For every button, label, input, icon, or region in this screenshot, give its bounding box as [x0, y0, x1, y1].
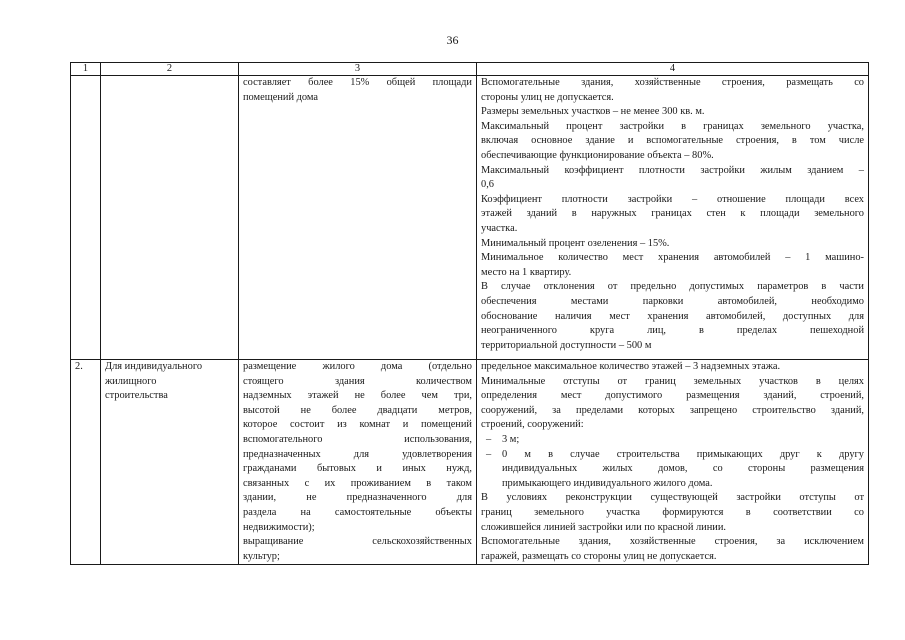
text-line: надземных этажей не более чем три, — [243, 390, 472, 402]
text-line: 0 м в случае строительства примыкающих друг к другу — [502, 448, 864, 460]
text-line: обеспечения местами парковки автомобилей, необходимо — [481, 295, 864, 307]
text-line: недвижимости); — [243, 521, 315, 533]
text-line: индивидуальных жилых домов, со стороны размещения — [502, 463, 864, 475]
text-line: вспомогательного использования, — [243, 433, 472, 445]
text-line: Минимальное количество мест хранения автомобилей – 1 машино- — [481, 252, 864, 264]
header-col-1: 1 — [71, 63, 101, 76]
text-line: составляет более 15% общей площади — [243, 77, 472, 88]
dash-bullet: – — [486, 448, 492, 460]
header-col-2: 2 — [101, 63, 239, 76]
text-line: Размеры земельных участков – не менее 300 кв. м. — [481, 106, 705, 118]
text-line: включая основное здание и вспомогательные строения, в том числе — [481, 135, 864, 147]
paragraph — [481, 360, 864, 375]
text-line: высотой не более двадцати метров, — [243, 404, 472, 416]
text-line: гражданами бытовых и иных нужд, — [243, 463, 472, 475]
row2-col-4 — [477, 360, 869, 565]
row1-col-3 — [239, 76, 477, 360]
dash-list-item — [481, 448, 864, 492]
paragraph — [481, 491, 864, 535]
text-line: границ земельного участка формируются в соответствии со — [481, 506, 864, 518]
paragraph — [481, 120, 864, 164]
text-line: строительства — [105, 390, 168, 402]
paragraph — [481, 105, 864, 120]
header-col-3: 3 — [239, 63, 477, 76]
header-col-4: 4 — [477, 63, 869, 76]
header-row — [71, 63, 869, 76]
text-line: определения мест допустимого размещения зданий, строений, — [481, 390, 864, 402]
dash-bullet: – — [486, 433, 492, 445]
row2-col-3 — [239, 360, 477, 565]
text-line: связанных с их проживанием в таком — [243, 477, 472, 489]
text-line: Для индивидуального — [105, 361, 203, 372]
row1-col-4 — [477, 76, 869, 360]
row1-col-1 — [71, 76, 101, 360]
row2-col-2 — [101, 360, 239, 565]
paragraph — [481, 280, 864, 353]
text-line: этажей зданий в наружных границах стен к площади земельного — [481, 208, 864, 220]
text-line: сложившейся линией застройки или по красной линии. — [481, 521, 726, 533]
row-number: 2. — [75, 361, 83, 372]
row1-col-2 — [101, 76, 239, 360]
text-line: помещений дома — [243, 91, 319, 103]
text-line: территориальной доступности – 500 м — [481, 339, 652, 351]
text-line: сооружений, за пределами которых запрещено строительство зданий, — [481, 404, 864, 416]
text-line: обоснование наличия мест хранения автомобилей, доступных для — [481, 310, 864, 322]
text-line: Максимальный процент застройки в границах земельного участка, — [481, 120, 864, 132]
text-line: стоящего здания количеством — [243, 375, 472, 387]
text-line — [481, 433, 864, 448]
table-row — [71, 360, 869, 565]
text-line: Вспомогательные здания, хозяйственные строения, за исключением — [481, 536, 864, 548]
text-line: Минимальные отступы от границ земельных участков в целях — [481, 375, 864, 387]
paragraph — [481, 193, 864, 237]
text-line: жилищного — [105, 375, 157, 387]
page-number: 36 — [446, 33, 459, 47]
text-line: размещение жилого дома (отдельно — [243, 361, 472, 372]
text-line: предельное максимальное количество этажей – 3 надземных этажа. — [481, 361, 781, 372]
paragraph — [481, 164, 864, 193]
row2-col-1 — [71, 360, 101, 565]
text-line: неограниченного круга лиц, в пределах пешеходной — [481, 325, 864, 337]
text-line: 0,6 — [481, 179, 494, 191]
paragraph — [481, 251, 864, 280]
regulations-table — [70, 62, 869, 565]
text-line: которое состоит из комнат и помещений — [243, 419, 472, 431]
text-line: стороны улиц не допускается. — [481, 91, 614, 103]
paragraph — [481, 375, 864, 433]
text-line: В условиях реконструкции существующей застройки отступы от — [481, 492, 864, 504]
text-line: гаражей, размещать со стороны улиц не допускается. — [481, 550, 717, 562]
dash-list-item — [481, 433, 864, 448]
text-line: предназначенных для удовлетворения — [243, 448, 472, 460]
dash-text: 3 м; — [502, 433, 520, 445]
text-line: выращивание сельскохозяйственных — [243, 536, 472, 548]
text-line: культур; — [243, 550, 280, 562]
paragraph — [481, 535, 864, 564]
paragraph — [481, 76, 864, 105]
text-line: строений, сооружений: — [481, 419, 584, 431]
text-line: Вспомогательные здания, хозяйственные строения, размещать со — [481, 77, 864, 88]
text-line: Коэффициент плотности застройки – отношение площади всех — [481, 193, 864, 205]
text-line: место на 1 квартиру. — [481, 266, 572, 278]
text-line: раздела на самостоятельные объекты — [243, 506, 472, 518]
text-line: обеспечивающие функционирование объекта – 80%. — [481, 149, 714, 161]
text-line: здании, не предназначенного для — [243, 492, 472, 504]
text-line: примыкающего индивидуального жилого дома. — [502, 477, 713, 489]
text-line: участка. — [481, 222, 518, 234]
text-line: В случае отклонения от предельно допустимых параметров в части — [481, 281, 864, 293]
text-line: Максимальный коэффициент плотности застройки жилым зданием – — [481, 164, 864, 176]
text-line: Минимальный процент озеленения – 15%. — [481, 237, 670, 249]
table-row — [71, 76, 869, 360]
paragraph — [481, 237, 864, 252]
